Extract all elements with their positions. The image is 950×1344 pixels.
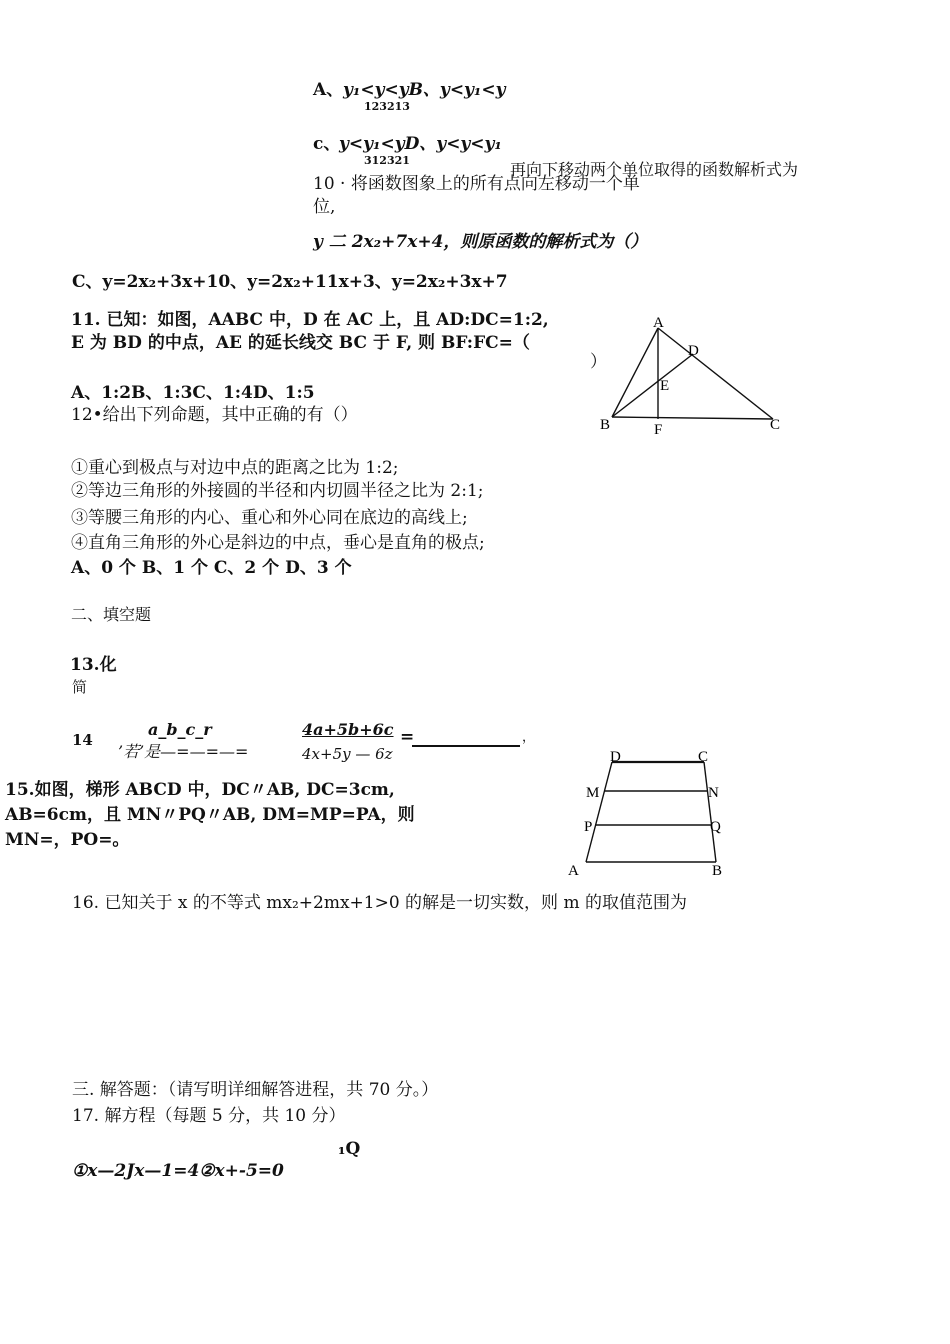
q9-option-cd-expression: y<y₁<yD、y<y<y₁ — [339, 134, 502, 154]
q16-text: 16. 已知关于 x 的不等式 mx₂+2mx+1>0 的解是一切实数，则 m 的取值范围为 — [72, 893, 687, 913]
q12-item-4: ④直角三角形的外心是斜边的中点，垂心是直角的极点; — [71, 533, 485, 553]
label-d: D — [610, 749, 621, 765]
label-d: D — [688, 343, 699, 359]
q9-option-ab-expression: y₁<y<yB、y<y₁<y — [343, 80, 506, 100]
q14-fraction-denominator: 4x+5y — 6z — [302, 745, 393, 763]
q10-overlap-fragment: 再向下移动两个单位取得的函数解析式为 — [510, 160, 799, 179]
q12-item-3: ③等腰三角形的内心、重心和外心同在底边的高线上; — [71, 508, 468, 528]
label-a: A — [568, 863, 579, 879]
q11-options: A、1:2B、1:3C、1:4D、1:5 — [71, 383, 315, 403]
section-2-heading: 二、填空题 — [71, 605, 152, 624]
q10-line-1: 10 · 将函数图象上的所有点向左移动一个单 — [313, 174, 640, 194]
q9-option-c-label: c、 — [313, 134, 341, 154]
q12-options: A、0 个 B、1 个 C、2 个 D、3 个 — [71, 558, 352, 578]
q11-closing-paren: ） — [590, 352, 607, 372]
label-c: C — [770, 417, 781, 433]
q10-line-3: y 二 2x₂+7x+4，则原函数的解析式为（） — [313, 232, 648, 252]
q9-option-cd-subscripts: 312321 — [364, 154, 410, 167]
q11-line-2: E 为 BD 的中点，AE 的延长线交 BC 于 F, 则 BF:FC=（ — [71, 333, 530, 353]
label-q: Q — [710, 819, 721, 835]
q12-item-2: ②等边三角形的外接圆的半径和内切圆半径之比为 2:1; — [71, 481, 484, 501]
q14-answer-blank — [412, 745, 520, 747]
q14-ratio-top: a_b_c_r — [148, 720, 212, 739]
triangle-figure — [590, 310, 781, 438]
q9-option-a-label: A、 — [313, 80, 344, 100]
q17-equations: ①x—2Jx—1=4②x+-5=0 — [72, 1161, 284, 1181]
q15-line-1: 15.如图，梯形 ABCD 中，DC〃AB, DC=3cm, — [5, 780, 395, 800]
q9-option-ab-subscripts: 123213 — [364, 100, 410, 113]
q14-number: 14 — [72, 731, 93, 749]
label-m: M — [586, 785, 600, 801]
label-b: B — [712, 863, 723, 879]
section-3-heading: 三. 解答题：（请写明详细解答进程，共 70 分。） — [72, 1080, 439, 1100]
q15-line-3: MN=，PO=。 — [5, 830, 130, 850]
label-n: N — [708, 785, 719, 801]
label-b: B — [600, 417, 611, 433]
q14-tail: ， — [522, 730, 536, 745]
q14-ratio-mid: ’若’是—=—=—= — [118, 742, 249, 761]
q10-options: C、y=2x₂+3x+10、y=2x₂+11x+3、y=2x₂+3x+7 — [72, 272, 508, 292]
label-c: C — [698, 749, 709, 765]
label-p: P — [584, 819, 593, 835]
label-a: A — [653, 315, 664, 331]
q14-equals: = — [400, 727, 415, 747]
q15-line-2: AB=6cm，且 MN〃PQ〃AB, DM=MP=PA，则 — [5, 805, 415, 825]
q17-stem: 17. 解方程（每题 5 分，共 10 分） — [72, 1106, 346, 1126]
q13-cut-fragment: 简 — [72, 678, 88, 696]
label-e: E — [660, 378, 670, 394]
q13-text: 13.化 — [70, 655, 117, 675]
q10-line-2: 位, — [313, 197, 336, 217]
label-f: F — [654, 422, 663, 438]
q17-fragment: ₁Q — [338, 1139, 361, 1159]
trapezoid-figure — [562, 745, 732, 880]
q14-fraction-numerator: 4a+5b+6c — [302, 720, 394, 739]
q11-line-1: 11. 已知：如图，AABC 中，D 在 AC 上，且 AD:DC=1:2, — [71, 310, 549, 330]
q12-item-1: ①重心到极点与对边中点的距离之比为 1:2; — [71, 458, 399, 478]
q12-stem: 12•给出下列命题，其中正确的有（） — [71, 405, 358, 425]
